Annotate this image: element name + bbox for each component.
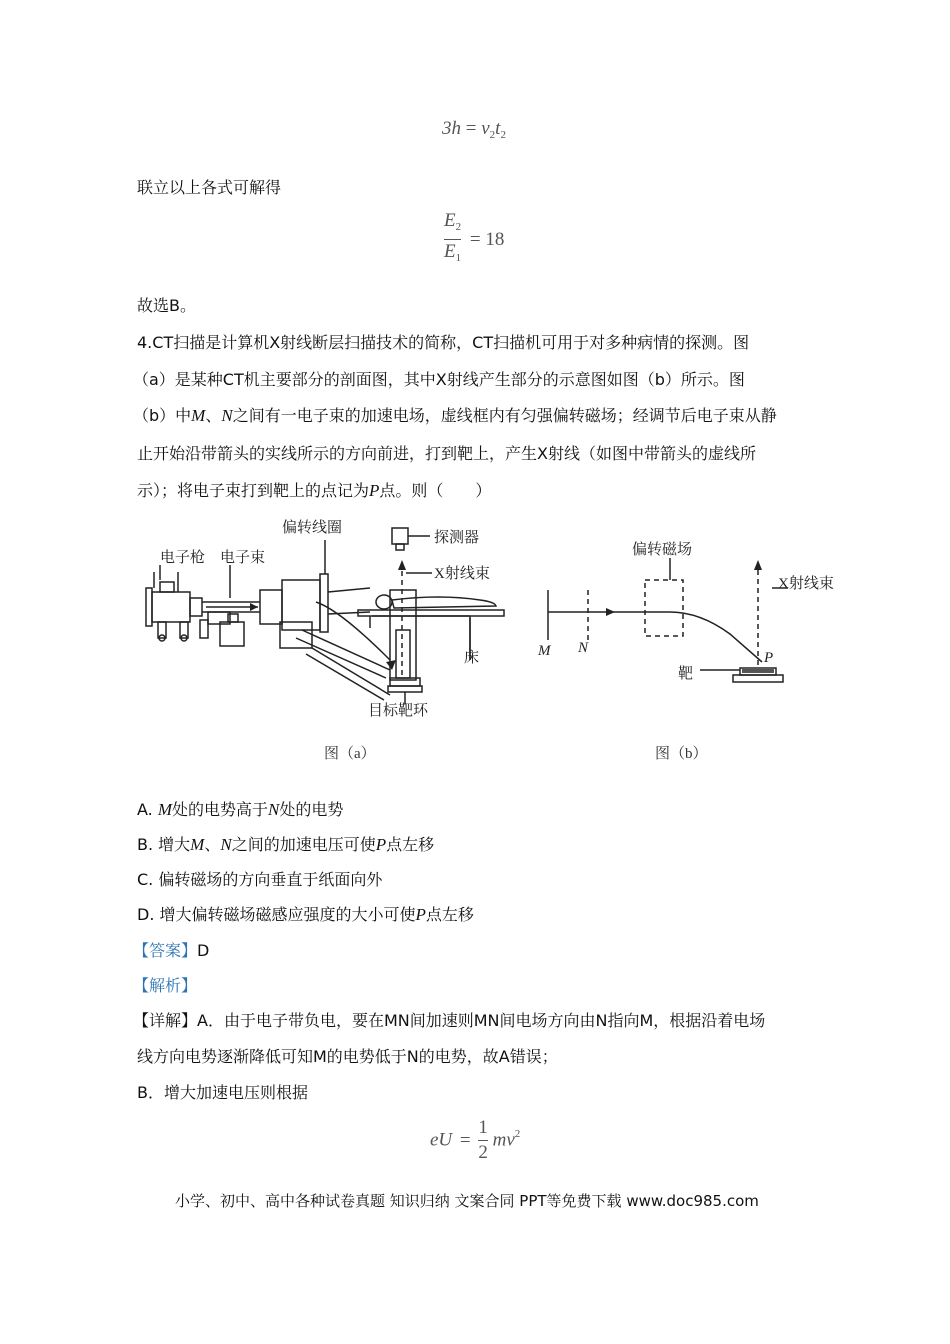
question-line-4: 止开始沿带箭头的实线所示的方向前进，打到靶上，产生X射线（如图中带箭头的虚线所 bbox=[137, 444, 756, 463]
figure-b-xray-schematic bbox=[530, 530, 850, 700]
answer-value: D bbox=[197, 941, 210, 960]
label-electron-beam: 电子束 bbox=[220, 550, 266, 566]
eq3-sup: 2 bbox=[514, 1127, 521, 1140]
opt-a-end: 处的电势 bbox=[279, 800, 344, 819]
opt-b-post: 之间的加速电压可使 bbox=[231, 835, 376, 854]
label-P: P bbox=[764, 650, 774, 666]
option-b bbox=[137, 835, 434, 855]
opt-b-M: M bbox=[190, 835, 205, 854]
option-c: C. 偏转磁场的方向垂直于纸面向外 bbox=[137, 870, 383, 889]
q5-a: 示）；将电子束打到靶上的点记为 bbox=[137, 481, 370, 500]
opt-a-post: 处的电势高于 bbox=[172, 800, 269, 819]
opt-a-N: N bbox=[268, 800, 280, 819]
eq3-rhs: mv bbox=[492, 1129, 515, 1151]
q3-b: 、 bbox=[205, 406, 222, 425]
ratio-rhs: = 18 bbox=[469, 228, 505, 250]
opt-b-N: N bbox=[220, 835, 232, 854]
opt-b-P: P bbox=[375, 835, 387, 854]
detail-l1: A．由于电子带负电，要在MN间加速则MN间电场方向由N指向M，根据沿着电场 bbox=[197, 1011, 766, 1030]
label-N: N bbox=[578, 640, 589, 656]
choose-text: 故选B。 bbox=[137, 296, 196, 315]
eq1-t: t bbox=[495, 118, 501, 139]
eq1-t-sub: 2 bbox=[500, 129, 506, 141]
opt-a-pre: A. bbox=[137, 800, 158, 819]
option-a bbox=[137, 800, 343, 820]
footer-text: 小学、初中、高中各种试卷真题 知识归纳 文案合同 PPT等免费下载 www.doc985.com bbox=[175, 1192, 759, 1210]
eq3-eq: = bbox=[459, 1129, 471, 1151]
question-line-2: （a）是某种CT机主要部分的剖面图，其中X射线产生部分的示意图如图（b）所示。图 bbox=[133, 370, 745, 389]
q3-N: N bbox=[221, 406, 233, 425]
label-target-ring: 目标靶环 bbox=[368, 703, 429, 719]
opt-b-end: 点左移 bbox=[386, 835, 435, 854]
label-bed: 床 bbox=[464, 650, 480, 666]
opt-b-mid: 、 bbox=[204, 835, 221, 854]
eq1-v: v bbox=[481, 118, 490, 139]
question-line-5 bbox=[137, 481, 491, 501]
label-deflection-coil: 偏转线圈 bbox=[282, 520, 343, 536]
opt-d-P: P bbox=[415, 905, 426, 924]
ratio-num-sub: 2 bbox=[455, 221, 462, 233]
question-line-1: 4.CT扫描是计算机X射线断层扫描技术的简称，CT扫描机可用于对多种病情的探测。图 bbox=[137, 333, 750, 352]
equation-energy bbox=[430, 1117, 520, 1164]
q5-b: 点。则（ ） bbox=[379, 481, 492, 500]
label-M: M bbox=[538, 643, 551, 659]
answer-tag: 【答案】 bbox=[133, 941, 198, 960]
eq1-lhs: 3h bbox=[442, 118, 461, 139]
q3-M: M bbox=[191, 406, 206, 425]
equation-ratio bbox=[444, 210, 504, 269]
eq1-v-sub: 2 bbox=[489, 129, 496, 141]
caption-figure-b: 图（b） bbox=[655, 746, 708, 762]
figure-a-ct-scanner bbox=[140, 510, 520, 725]
equation-3h: $3h = v_2t_2$ bbox=[442, 118, 506, 141]
label-xray-beam-a: X射线束 bbox=[434, 566, 490, 582]
eq3-fraction bbox=[478, 1117, 488, 1164]
label-detector: 探测器 bbox=[434, 530, 480, 546]
answer-line bbox=[133, 941, 209, 961]
q3-a: （b）中 bbox=[133, 406, 192, 425]
opt-d-pre: D. 增大偏转磁场磁感应强度的大小可使 bbox=[137, 905, 416, 924]
detail-line-1 bbox=[133, 1011, 765, 1031]
opt-d-end: 点左移 bbox=[425, 905, 474, 924]
option-d bbox=[137, 905, 474, 925]
opt-b-pre: B. 增大 bbox=[137, 835, 191, 854]
eq3-lhs: eU bbox=[430, 1129, 453, 1151]
ratio-den-sub: 1 bbox=[455, 252, 462, 264]
label-xray-beam-b: X射线束 bbox=[778, 576, 834, 592]
analysis-tag: 【解析】 bbox=[133, 976, 198, 995]
q5-P: P bbox=[369, 481, 380, 500]
detail-tag: 【详解】 bbox=[133, 1011, 198, 1030]
ratio-num: E bbox=[444, 210, 456, 231]
q3-c: 之间有一电子束的加速电场，虚线框内有匀强偏转磁场；经调节后电子束从静 bbox=[232, 406, 777, 425]
caption-figure-a: 图（a） bbox=[324, 746, 376, 762]
question-line-3 bbox=[133, 406, 777, 426]
eq3-den: 2 bbox=[478, 1142, 488, 1163]
ratio-den: E bbox=[444, 241, 456, 262]
detail-line-2: 线方向电势逐渐降低可知M的电势低于N的电势，故A错误； bbox=[137, 1047, 558, 1066]
detail-line-3: B．增大加速电压则根据 bbox=[137, 1083, 308, 1102]
label-deflection-field: 偏转磁场 bbox=[632, 542, 693, 558]
opt-a-M: M bbox=[157, 800, 173, 819]
combine-text: 联立以上各式可解得 bbox=[137, 178, 282, 197]
label-target-b: 靶 bbox=[678, 666, 694, 682]
ratio-fraction bbox=[444, 210, 461, 269]
label-electron-gun: 电子枪 bbox=[160, 550, 206, 566]
eq3-num: 1 bbox=[478, 1117, 488, 1138]
